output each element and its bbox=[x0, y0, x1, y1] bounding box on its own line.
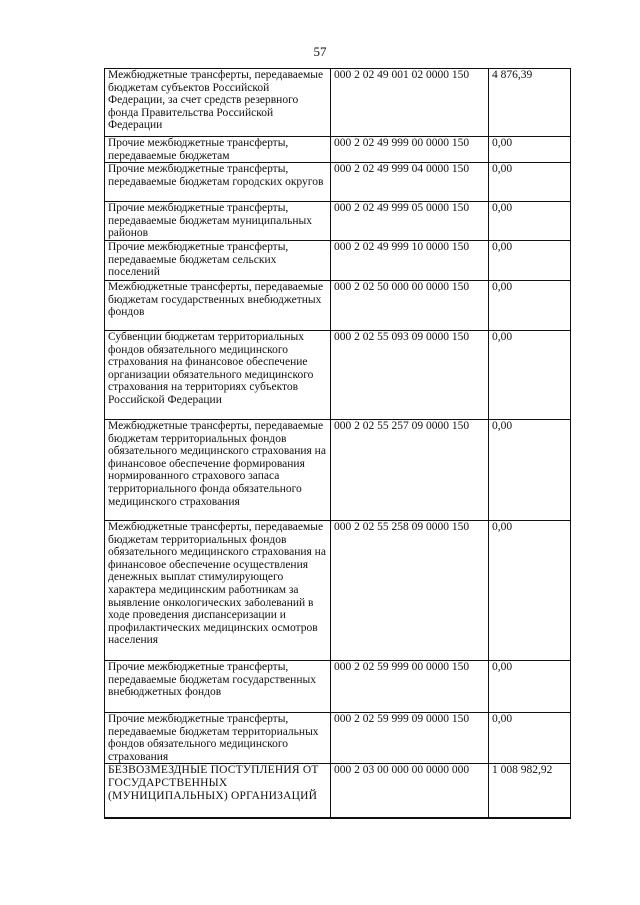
row-code-cell: 000 2 02 59 999 09 0000 150 bbox=[331, 712, 489, 763]
page-number: 57 bbox=[313, 44, 327, 59]
row-amount-cell: 0,00 bbox=[489, 163, 571, 202]
table-row bbox=[105, 163, 571, 202]
row-amount-cell: 0,00 bbox=[489, 419, 571, 520]
row-name-cell: Межбюджетные трансферты, передаваемые бюджетам территориальных фондов обязательного медицинского страхования на финансовое обеспечение формирования нормированного страхового запаса территориального фонда обязательного медицинского страхования bbox=[105, 419, 331, 520]
row-code-cell: 000 2 02 49 999 05 0000 150 bbox=[331, 202, 489, 241]
row-code-cell: 000 2 02 49 001 02 0000 150 bbox=[331, 69, 489, 137]
row-amount-cell: 0,00 bbox=[489, 330, 571, 419]
row-name-cell: БЕЗВОЗМЕЗДНЫЕ ПОСТУПЛЕНИЯ ОТ ГОСУДАРСТВЕННЫХ (МУНИЦИПАЛЬНЫХ) ОРГАНИЗАЦИЙ bbox=[105, 764, 331, 818]
row-name-cell: Межбюджетные трансферты, передаваемые бюджетам субъектов Российской Федерации, за счет средств резервного фонда Правительства Российской Федерации bbox=[105, 69, 331, 137]
table-row bbox=[105, 419, 571, 520]
row-name-cell: Прочие межбюджетные трансферты, передаваемые бюджетам муниципальных районов bbox=[105, 202, 331, 241]
table-row bbox=[105, 520, 571, 660]
row-name-cell: Субвенции бюджетам территориальных фондов обязательного медицинского страхования на финансовое обеспечение организации обязательного медицинского страхования на территориях субъектов Российской Федерации bbox=[105, 330, 331, 419]
row-name-cell: Прочие межбюджетные трансферты, передаваемые бюджетам государственных внебюджетных фондов bbox=[105, 660, 331, 712]
row-code-cell: 000 2 03 00 000 00 0000 000 bbox=[331, 764, 489, 818]
row-name-cell: Прочие межбюджетные трансферты, передаваемые бюджетам городских округов bbox=[105, 163, 331, 202]
table-row bbox=[105, 240, 571, 280]
table-row bbox=[105, 202, 571, 241]
row-name-cell: Прочие межбюджетные трансферты, передаваемые бюджетам сельских поселений bbox=[105, 240, 331, 280]
budget-revenue-table bbox=[104, 68, 571, 819]
row-code-cell: 000 2 02 49 999 00 0000 150 bbox=[331, 137, 489, 163]
row-name-cell: Межбюджетные трансферты, передаваемые бюджетам государственных внебюджетных фондов bbox=[105, 280, 331, 330]
row-name-cell: Межбюджетные трансферты, передаваемые бюджетам территориальных фондов обязательного медицинского страхования на финансовое обеспечение осуществления денежных выплат стимулирующего характера медицинским работникам за выявление онкологических заболеваний в ходе проведения диспансеризации и профилактических медицинских осмотров населения bbox=[105, 520, 331, 660]
row-code-cell: 000 2 02 49 999 10 0000 150 bbox=[331, 240, 489, 280]
row-code-cell: 000 2 02 50 000 00 0000 150 bbox=[331, 280, 489, 330]
row-amount-cell: 0,00 bbox=[489, 712, 571, 763]
table-row bbox=[105, 330, 571, 419]
table-row bbox=[105, 764, 571, 818]
row-amount-cell: 1 008 982,92 bbox=[489, 764, 571, 818]
row-amount-cell: 0,00 bbox=[489, 280, 571, 330]
row-name-cell: Прочие межбюджетные трансферты, передаваемые бюджетам территориальных фондов обязательного медицинского страхования bbox=[105, 712, 331, 763]
table-row bbox=[105, 69, 571, 137]
row-amount-cell: 0,00 bbox=[489, 202, 571, 241]
row-amount-cell: 0,00 bbox=[489, 520, 571, 660]
row-code-cell: 000 2 02 55 093 09 0000 150 bbox=[331, 330, 489, 419]
row-amount-cell: 4 876,39 bbox=[489, 69, 571, 137]
row-name-cell: Прочие межбюджетные трансферты, передаваемые бюджетам bbox=[105, 137, 331, 163]
table-row bbox=[105, 137, 571, 163]
row-code-cell: 000 2 02 49 999 04 0000 150 bbox=[331, 163, 489, 202]
table-row bbox=[105, 660, 571, 712]
row-amount-cell: 0,00 bbox=[489, 660, 571, 712]
row-code-cell: 000 2 02 59 999 00 0000 150 bbox=[331, 660, 489, 712]
table-row bbox=[105, 712, 571, 763]
row-code-cell: 000 2 02 55 258 09 0000 150 bbox=[331, 520, 489, 660]
row-code-cell: 000 2 02 55 257 09 0000 150 bbox=[331, 419, 489, 520]
table-row bbox=[105, 280, 571, 330]
row-amount-cell: 0,00 bbox=[489, 240, 571, 280]
row-amount-cell: 0,00 bbox=[489, 137, 571, 163]
